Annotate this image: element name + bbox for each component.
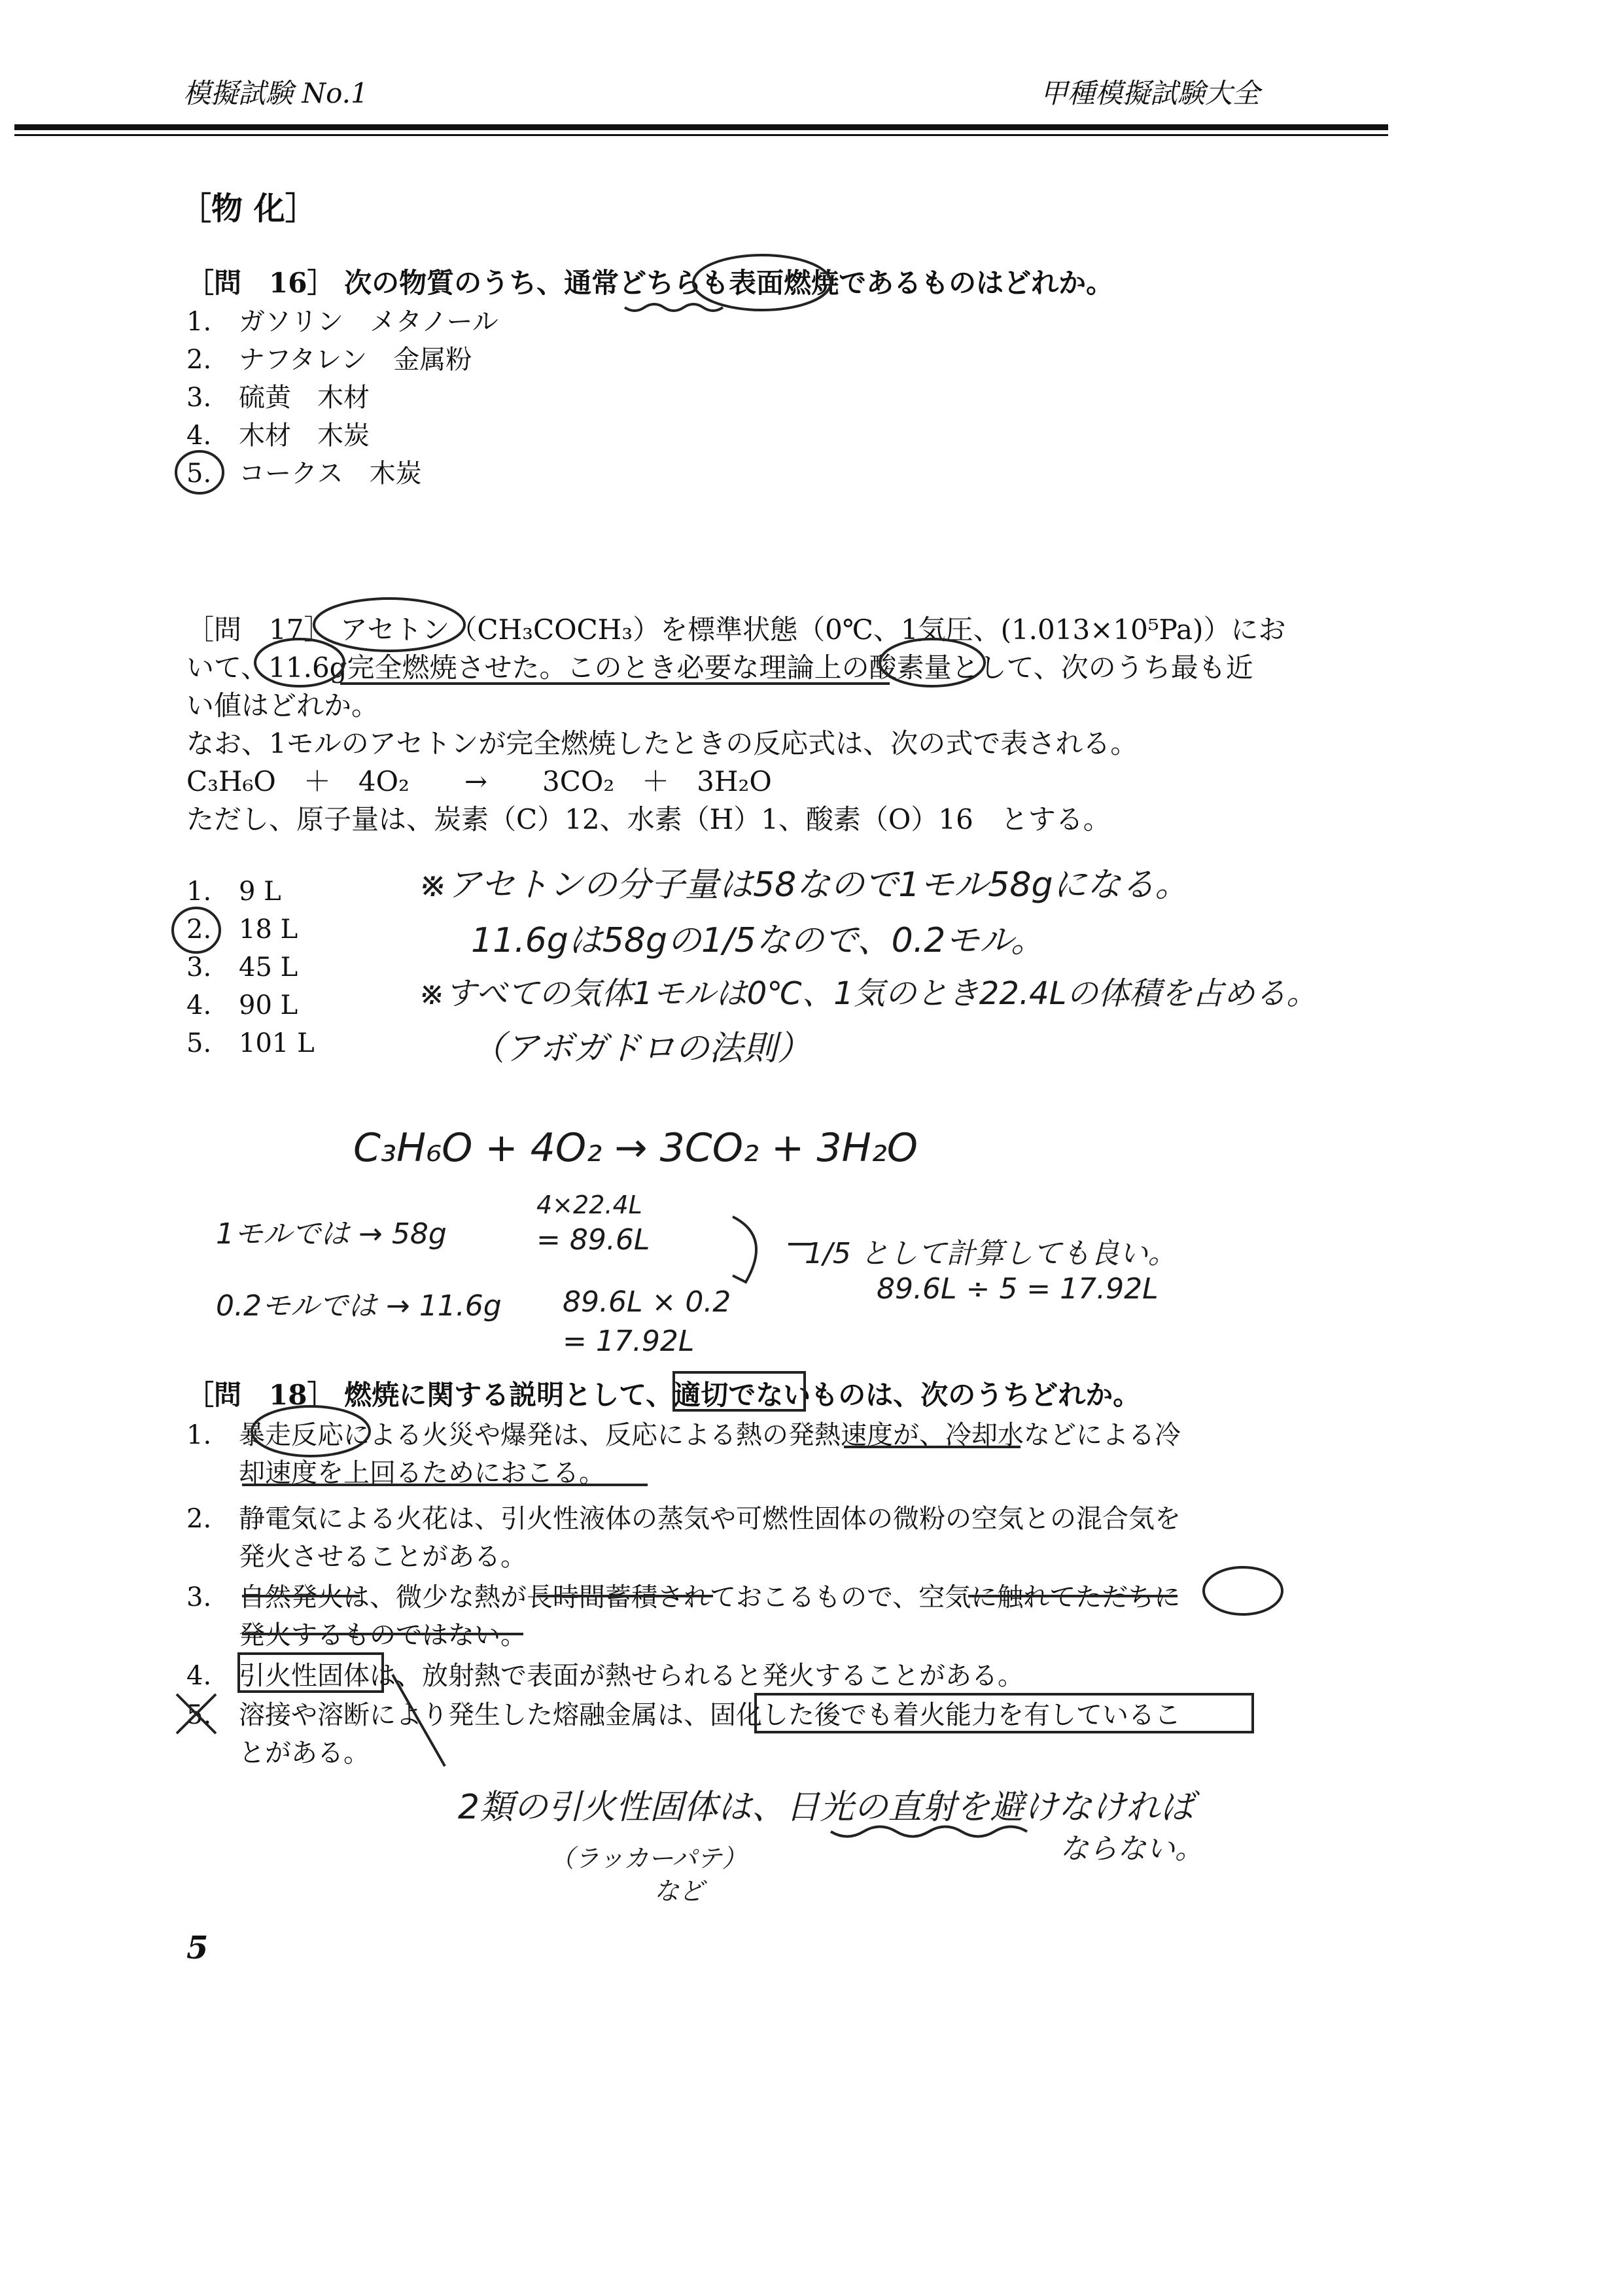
q18-option-4: 4. 引火性固体は、放射熱で表面が熱せられると発火することがある。	[186, 1661, 1024, 1691]
q16-wavy-underline	[625, 304, 723, 311]
calc-row2-mid-a: 89.6L × 0.2	[563, 1285, 731, 1319]
q17-option-2: 2. 18 L	[186, 914, 298, 945]
q18-option-2: 2. 静電気による火花は、引火性液体の蒸気や可燃性固体の微粉の空気との混合気を	[186, 1504, 1181, 1534]
calc-fraction-result: 89.6L ÷ 5 = 17.92L	[877, 1272, 1159, 1306]
q16-option-1: 1. ガソリン メタノール	[186, 307, 498, 337]
q18-note-end: ならない。	[1060, 1832, 1204, 1866]
q18-option-5-cont: とがある。	[239, 1738, 370, 1768]
q18-option-3-cont: 発火するものではない。	[239, 1620, 527, 1650]
q16-circle-answer	[176, 451, 223, 493]
q18-box-ignite	[756, 1694, 1253, 1732]
q18-option-1: 1. 暴走反応による火災や爆発は、反応による熱の発熱速度が、冷却水などによる冷	[186, 1420, 1181, 1450]
q17-option-1: 1. 9 L	[186, 877, 281, 907]
q18-option-2-cont: 発火させることがある。	[239, 1542, 527, 1572]
q17-option-3: 3. 45 L	[186, 952, 298, 983]
calc-arrow	[733, 1217, 756, 1282]
q17-line-4: なお、1モルのアセトンが完全燃焼したときの反応式は、次の式で表される。	[186, 727, 1138, 759]
calc-row1-mid-b: = 89.6L	[536, 1223, 650, 1257]
q16-question: ［問 16］ 次の物質のうち、通常どちらも表面燃焼であるものはどれか。	[186, 267, 1114, 299]
header-right: 甲種模擬試験大全	[1040, 77, 1261, 109]
q16-option-2: 2. ナフタレン 金属粉	[186, 345, 472, 375]
q17-circle-answer	[173, 908, 220, 952]
calc-row2-mid-b: = 17.92L	[563, 1325, 695, 1358]
q18-option-3: 3. 自然発火は、微少な熱が長時間蓄積されておこるもので、空気に触れてただちに	[186, 1582, 1181, 1612]
q17-line-2: いて、11.6g完全燃焼させた。このとき必要な理論上の酸素量として、次のうち最も近	[186, 652, 1253, 684]
q18-note-arrow	[393, 1675, 445, 1766]
q16-option-3: 3. 硫黄 木材	[186, 383, 370, 413]
q18-note-sub: など	[654, 1877, 705, 1905]
q17-note-2: 11.6gは58gの1/5なので、0.2モル。	[471, 921, 1045, 960]
q18-box-solid	[239, 1654, 383, 1692]
q16-circle-surface	[693, 255, 831, 310]
q16-option-4: 4. 木材 木炭	[186, 421, 370, 451]
q18-cross-answer	[177, 1694, 216, 1733]
q18-note-wavy	[831, 1827, 1027, 1837]
q18-option-1-cont: 却速度を上回るためにおこる。	[239, 1458, 605, 1488]
q18-option-5: 5. 溶接や溶断により発生した熔融金属は、固化した後でも着火能力を有しているこ	[186, 1700, 1181, 1730]
q18-note-main: 2類の引火性固体は、日光の直射を避けなければ	[458, 1788, 1195, 1827]
q16-option-5: 5. コークス 木炭	[186, 459, 422, 489]
calc-row2-left: 0.2モルでは → 11.6g	[216, 1289, 502, 1323]
q17-line-5: ただし、原子量は、炭素（C）12、水素（H）1、酸素（O）16 とする。	[186, 803, 1111, 835]
q17-circle-acetone	[314, 599, 464, 651]
q18-circle-immediately	[1204, 1567, 1282, 1614]
calc-equation: C₃H₆O + 4O₂ → 3CO₂ + 3H₂O	[353, 1125, 918, 1171]
q17-line-1: ［問 17］ アセトン（CH₃COCH₃）を標準状態（0℃、1気圧、(1.013×10⁵Pa)）にお	[186, 614, 1286, 646]
q18-note-paren: （ラッカーパテ）	[550, 1844, 747, 1873]
page-number: 5	[186, 1930, 209, 1966]
calc-row1-left: 1モルでは → 58g	[216, 1217, 447, 1251]
q18-question: ［問 18］ 燃焼に関する説明として、適切でないものは、次のうちどれか。	[186, 1379, 1141, 1411]
calc-row1-mid-a: 4×22.4L	[536, 1191, 642, 1219]
q17-note-4: （アボガドロの法則）	[471, 1029, 812, 1068]
q17-option-4: 4. 90 L	[186, 990, 298, 1020]
q18-circle-runaway	[252, 1406, 370, 1456]
q18-box-inappropriate	[674, 1372, 805, 1410]
q17-option-5: 5. 101 L	[186, 1028, 315, 1058]
header-left: 模擬試験 No.1	[183, 77, 368, 109]
q17-circle-mass	[255, 639, 344, 686]
q17-circle-oxygen	[880, 639, 985, 686]
q17-note-3: ※すべての気体1モルは0℃、1気のとき22.4Lの体積を占める。	[419, 975, 1318, 1012]
q17-note-1: ※アセトンの分子量は58なので1モル58gになる。	[419, 865, 1189, 905]
calc-fraction-note: 1/5 として計算しても良い。	[805, 1237, 1177, 1270]
section-title: ［物 化］	[180, 190, 317, 227]
q17-line-3: い値はどれか。	[186, 689, 379, 722]
q17-equation: C₃H₆O ＋ 4O₂ → 3CO₂ ＋ 3H₂O	[186, 765, 772, 797]
